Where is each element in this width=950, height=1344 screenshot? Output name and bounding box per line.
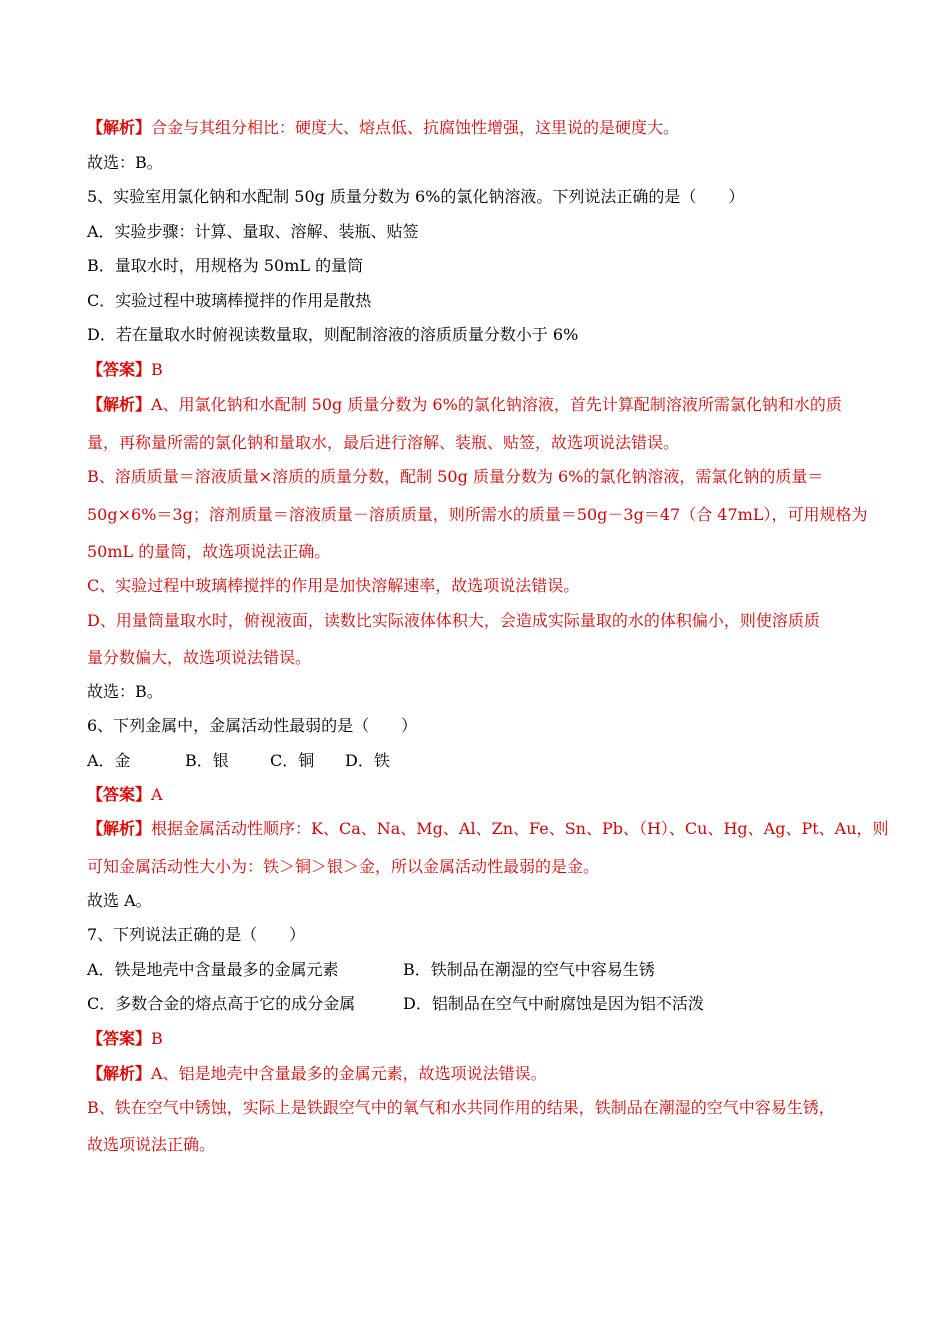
question-7-option-d: D．铝制品在空气中耐腐蚀是因为铝不活泼 — [403, 994, 704, 1013]
question-7-analysis: 【解析】A、铝是地壳中含量最多的金属元素，故选项说法错误。 — [87, 1064, 547, 1083]
analysis-tag: 【解析】 — [87, 1064, 152, 1083]
question-6-option-a: A．金 — [87, 751, 131, 770]
answer-tag: 【答案】 — [87, 785, 152, 804]
analysis-tag: 【解析】 — [87, 395, 152, 414]
analysis-line: 故选项说法正确。 — [87, 1135, 216, 1154]
analysis-line: B、溶质质量＝溶液质量×溶质的质量分数，配制 50g 质量分数为 6%的氯化钠溶液，需氯化钠的质量＝ — [87, 467, 824, 486]
final-choice: 故选 A。 — [87, 891, 152, 910]
analysis-line: 【解析】合金与其组分相比：硬度大、熔点低、抗腐蚀性增强，这里说的是硬度大。 — [87, 118, 680, 137]
question-6-analysis: 【解析】根据金属活动性顺序：K、Ca、Na、Mg、Al、Zn、Fe、Sn、Pb、（H）、Cu、Hg、Ag、Pt、Au，则 — [87, 819, 889, 838]
question-7-option-b: B．铁制品在潮湿的空气中容易生锈 — [403, 960, 655, 979]
analysis-line: 50mL 的量筒，故选项说法正确。 — [87, 542, 331, 561]
answer-tag: 【答案】 — [87, 360, 152, 379]
final-choice: 故选：B。 — [87, 153, 163, 172]
question-6-option-c: C．铜 — [270, 751, 315, 770]
question-5-answer: 【答案】B — [87, 360, 163, 379]
question-5-option-c: C．实验过程中玻璃棒搅拌的作用是散热 — [87, 291, 372, 310]
analysis-line: 量，再称量所需的氯化钠和量取水，最后进行溶解、装瓶、贴签，故选项说法错误。 — [87, 433, 680, 452]
analysis-line: 可知金属活动性大小为：铁＞铜＞银＞金，所以金属活动性最弱的是金。 — [87, 857, 600, 876]
question-7-option-a: A．铁是地壳中含量最多的金属元素 — [87, 960, 339, 979]
analysis-line: 50g×6%＝3g；溶剂质量＝溶液质量－溶质质量，则所需水的质量＝50g－3g＝47（合 47mL），可用规格为 — [87, 505, 868, 524]
analysis-line: C、实验过程中玻璃棒搅拌的作用是加快溶解速率，故选项说法错误。 — [87, 576, 580, 595]
analysis-line: 量分数偏大，故选项说法错误。 — [87, 648, 312, 667]
final-choice: 故选：B。 — [87, 682, 163, 701]
question-5-option-d: D．若在量取水时俯视读数量取，则配制溶液的溶质质量分数小于 6% — [87, 325, 579, 344]
question-7-option-c: C．多数合金的熔点高于它的成分金属 — [87, 994, 356, 1013]
question-6-stem: 6、下列金属中，金属活动性最弱的是（ ） — [87, 716, 418, 735]
question-6-option-d: D．铁 — [345, 751, 390, 770]
analysis-tag: 【解析】 — [87, 118, 152, 137]
question-6-option-b: B．银 — [185, 751, 229, 770]
question-5-option-b: B．量取水时，用规格为 50mL 的量筒 — [87, 256, 364, 275]
analysis-tag: 【解析】 — [87, 819, 152, 838]
analysis-line: B、铁在空气中锈蚀，实际上是铁跟空气中的氧气和水共同作用的结果，铁制品在潮湿的空气中容易生锈， — [87, 1098, 835, 1117]
question-7-answer: 【答案】B — [87, 1029, 163, 1048]
question-6-answer: 【答案】A — [87, 785, 163, 804]
analysis-line: D、用量筒量取水时，俯视液面，读数比实际液体体积大，会造成实际量取的水的体积偏小，则使溶质质 — [87, 611, 820, 630]
question-7-stem: 7、下列说法正确的是（ ） — [87, 925, 306, 944]
answer-tag: 【答案】 — [87, 1029, 152, 1048]
question-5-analysis: 【解析】A、用氯化钠和水配制 50g 质量分数为 6%的氯化钠溶液，首先计算配制溶液所需氯化钠和水的质 — [87, 395, 842, 414]
question-5-option-a: A．实验步骤：计算、量取、溶解、装瓶、贴签 — [87, 222, 419, 241]
question-5-stem: 5、实验室用氯化钠和水配制 50g 质量分数为 6%的氯化钠溶液。下列说法正确的是（ ） — [87, 187, 745, 206]
